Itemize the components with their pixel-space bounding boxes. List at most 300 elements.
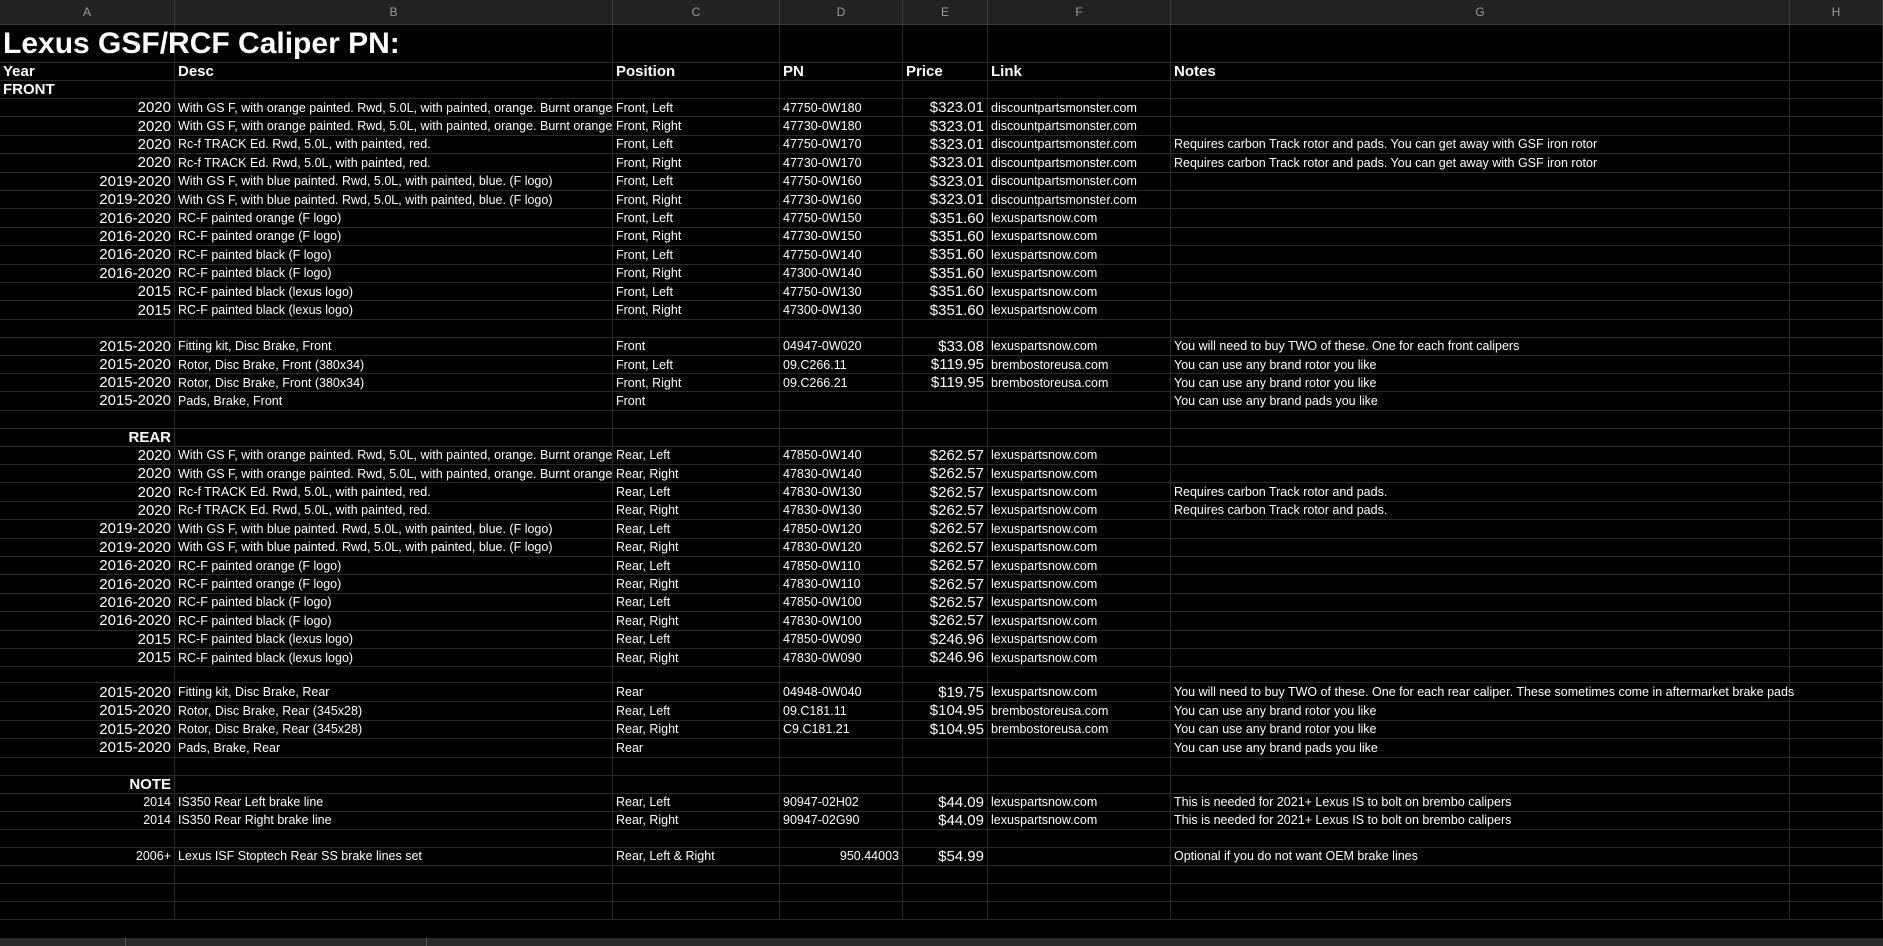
empty-cell[interactable] <box>780 830 903 848</box>
cell-position[interactable]: Front, Left <box>613 99 780 117</box>
column-header-f[interactable]: F <box>988 0 1171 24</box>
cell-link[interactable]: lexuspartsnow.com <box>988 557 1171 575</box>
empty-cell[interactable] <box>175 411 613 429</box>
empty-cell[interactable] <box>1790 338 1883 356</box>
empty-cell[interactable] <box>1790 502 1883 520</box>
column-header-g[interactable]: G <box>1171 0 1790 24</box>
cell-position[interactable]: Front, Right <box>613 374 780 392</box>
cell-notes[interactable] <box>1171 557 1790 575</box>
cell-desc[interactable]: With GS F, with orange painted. Rwd, 5.0L, with painted, orange. Burnt orange <box>175 447 613 465</box>
empty-cell[interactable] <box>1790 228 1883 246</box>
empty-cell[interactable] <box>1790 884 1883 902</box>
cell-pn[interactable]: 47830-0W090 <box>780 649 903 667</box>
cell-price[interactable]: $104.95 <box>903 721 988 740</box>
cell-position[interactable]: Rear, Right <box>613 539 780 557</box>
cell-link[interactable]: lexuspartsnow.com <box>988 228 1171 246</box>
empty-cell[interactable] <box>1790 301 1883 319</box>
cell-price[interactable]: $44.09 <box>903 812 988 830</box>
cell-position[interactable]: Rear, Left <box>613 794 780 812</box>
cell-notes[interactable]: You will need to buy TWO of these. One for each rear caliper. These sometimes come in aftermarket brake pads <box>1171 683 1790 702</box>
empty-cell[interactable] <box>1171 25 1790 63</box>
empty-cell[interactable] <box>1171 667 1790 683</box>
cell-year[interactable]: 2015 <box>0 649 175 667</box>
empty-cell[interactable] <box>0 667 175 683</box>
cell-link[interactable]: lexuspartsnow.com <box>988 612 1171 630</box>
cell-year[interactable]: 2015 <box>0 301 175 319</box>
section-label-cell[interactable]: FRONT <box>0 81 175 99</box>
empty-cell[interactable] <box>175 81 613 99</box>
cell-price[interactable]: $262.57 <box>903 465 988 483</box>
empty-cell[interactable] <box>613 411 780 429</box>
empty-cell[interactable] <box>903 830 988 848</box>
cell-position[interactable]: Rear <box>613 739 780 758</box>
section-label-cell[interactable]: NOTE <box>0 776 175 794</box>
cell-notes[interactable] <box>1171 191 1790 209</box>
cell-pn[interactable]: 47300-0W130 <box>780 301 903 319</box>
cell-year[interactable]: 2015 <box>0 631 175 649</box>
cell-pn[interactable]: 47830-0W100 <box>780 612 903 630</box>
cell-link[interactable]: discountpartsmonster.com <box>988 173 1171 191</box>
empty-cell[interactable] <box>613 320 780 338</box>
cell-pn[interactable]: 47850-0W120 <box>780 520 903 538</box>
cell-link[interactable]: lexuspartsnow.com <box>988 265 1171 283</box>
cell-year[interactable]: 2016-2020 <box>0 557 175 575</box>
cell-notes[interactable]: Requires carbon Track rotor and pads. <box>1171 483 1790 501</box>
cell-desc[interactable]: RC-F painted black (lexus logo) <box>175 283 613 301</box>
column-header-a[interactable]: A <box>0 0 175 24</box>
cell-pn[interactable]: 47750-0W130 <box>780 283 903 301</box>
empty-cell[interactable] <box>175 866 613 884</box>
column-header-h[interactable]: H <box>1790 0 1883 24</box>
cell-price[interactable]: $323.01 <box>903 191 988 209</box>
cell-price[interactable]: $44.09 <box>903 794 988 812</box>
cell-pn[interactable]: 09.C266.21 <box>780 374 903 392</box>
cell-price[interactable]: $119.95 <box>903 374 988 392</box>
empty-cell[interactable] <box>0 758 175 776</box>
empty-cell[interactable] <box>1790 794 1883 812</box>
cell-year[interactable]: 2016-2020 <box>0 246 175 264</box>
cell-link[interactable]: discountpartsmonster.com <box>988 99 1171 117</box>
cell-position[interactable]: Front, Left <box>613 209 780 227</box>
empty-cell[interactable] <box>988 776 1171 794</box>
empty-cell[interactable] <box>988 25 1171 63</box>
cell-price[interactable]: $323.01 <box>903 99 988 117</box>
cell-desc[interactable]: RC-F painted black (lexus logo) <box>175 649 613 667</box>
cell-link[interactable]: brembostoreusa.com <box>988 702 1171 721</box>
cell-year[interactable]: 2015 <box>0 283 175 301</box>
cell-pn[interactable]: 47850-0W140 <box>780 447 903 465</box>
empty-cell[interactable] <box>988 320 1171 338</box>
cell-notes[interactable] <box>1171 117 1790 135</box>
cell-pn[interactable] <box>780 392 903 410</box>
cell-year[interactable]: 2015-2020 <box>0 683 175 702</box>
cell-notes[interactable]: You can use any brand pads you like <box>1171 739 1790 758</box>
cell-desc[interactable]: Rotor, Disc Brake, Rear (345x28) <box>175 702 613 721</box>
cell-desc[interactable]: Rotor, Disc Brake, Front (380x34) <box>175 374 613 392</box>
empty-cell[interactable] <box>1790 739 1883 758</box>
empty-cell[interactable] <box>780 81 903 99</box>
cell-link[interactable]: discountpartsmonster.com <box>988 154 1171 172</box>
empty-cell[interactable] <box>1171 81 1790 99</box>
empty-cell[interactable] <box>903 320 988 338</box>
cell-desc[interactable]: RC-F painted black (F logo) <box>175 612 613 630</box>
empty-cell[interactable] <box>175 758 613 776</box>
cell-pn[interactable]: 950.44003 <box>780 848 903 866</box>
cell-link[interactable]: lexuspartsnow.com <box>988 447 1171 465</box>
empty-cell[interactable] <box>988 429 1171 447</box>
empty-cell[interactable] <box>1790 830 1883 848</box>
cell-position[interactable]: Front, Left <box>613 283 780 301</box>
cell-link[interactable] <box>988 392 1171 410</box>
cell-price[interactable]: $262.57 <box>903 447 988 465</box>
cell-desc[interactable]: Fitting kit, Disc Brake, Front <box>175 338 613 356</box>
cell-notes[interactable] <box>1171 246 1790 264</box>
cell-desc[interactable]: Rotor, Disc Brake, Front (380x34) <box>175 356 613 374</box>
empty-cell[interactable] <box>988 902 1171 920</box>
cell-link[interactable]: discountpartsmonster.com <box>988 136 1171 154</box>
empty-cell[interactable] <box>1790 483 1883 501</box>
cell-link[interactable]: lexuspartsnow.com <box>988 794 1171 812</box>
cell-year[interactable]: 2020 <box>0 502 175 520</box>
cell-notes[interactable] <box>1171 283 1790 301</box>
cell-price[interactable]: $323.01 <box>903 136 988 154</box>
cell-position[interactable]: Rear, Left <box>613 594 780 612</box>
empty-cell[interactable] <box>1790 356 1883 374</box>
cell-price[interactable]: $54.99 <box>903 848 988 866</box>
empty-cell[interactable] <box>988 667 1171 683</box>
empty-cell[interactable] <box>1790 631 1883 649</box>
empty-cell[interactable] <box>1790 283 1883 301</box>
cell-position[interactable]: Rear, Left <box>613 483 780 501</box>
cell-pn[interactable]: 47850-0W100 <box>780 594 903 612</box>
column-header-d[interactable]: D <box>780 0 903 24</box>
cell-link[interactable]: lexuspartsnow.com <box>988 338 1171 356</box>
cell-year[interactable]: 2016-2020 <box>0 228 175 246</box>
cell-notes[interactable] <box>1171 228 1790 246</box>
cell-pn[interactable]: 47730-0W180 <box>780 117 903 135</box>
cell-notes[interactable] <box>1171 301 1790 319</box>
cell-position[interactable]: Rear, Right <box>613 612 780 630</box>
cell-position[interactable]: Rear, Left <box>613 447 780 465</box>
empty-cell[interactable] <box>988 81 1171 99</box>
empty-cell[interactable] <box>903 667 988 683</box>
cell-pn[interactable]: 47730-0W170 <box>780 154 903 172</box>
cell-year[interactable]: 2014 <box>0 812 175 830</box>
cell-desc[interactable]: Lexus ISF Stoptech Rear SS brake lines set <box>175 848 613 866</box>
empty-cell[interactable] <box>1790 667 1883 683</box>
empty-cell[interactable] <box>780 884 903 902</box>
cell-price[interactable]: $262.57 <box>903 557 988 575</box>
empty-cell[interactable] <box>1790 683 1883 702</box>
cell-price[interactable] <box>903 392 988 410</box>
cell-price[interactable]: $323.01 <box>903 117 988 135</box>
cell-pn[interactable]: 09.C181.11 <box>780 702 903 721</box>
cell-price[interactable]: $323.01 <box>903 154 988 172</box>
empty-cell[interactable] <box>613 902 780 920</box>
cell-pn[interactable]: 47750-0W160 <box>780 173 903 191</box>
cell-pn[interactable]: 04947-0W020 <box>780 338 903 356</box>
empty-cell[interactable] <box>1790 392 1883 410</box>
empty-cell[interactable] <box>780 411 903 429</box>
cell-pn[interactable]: 47850-0W110 <box>780 557 903 575</box>
column-header-e[interactable]: E <box>903 0 988 24</box>
cell-year[interactable]: 2020 <box>0 117 175 135</box>
cell-desc[interactable]: RC-F painted black (F logo) <box>175 246 613 264</box>
cell-year[interactable]: 2016-2020 <box>0 575 175 593</box>
cell-year[interactable]: 2020 <box>0 154 175 172</box>
cell-year[interactable]: 2020 <box>0 447 175 465</box>
cell-price[interactable]: $351.60 <box>903 301 988 319</box>
empty-cell[interactable] <box>1790 758 1883 776</box>
empty-cell[interactable] <box>0 411 175 429</box>
cell-notes[interactable] <box>1171 209 1790 227</box>
cell-year[interactable]: 2020 <box>0 136 175 154</box>
section-label-cell[interactable]: REAR <box>0 429 175 447</box>
cell-desc[interactable]: Rc-f TRACK Ed. Rwd, 5.0L, with painted, red. <box>175 136 613 154</box>
cell-year[interactable]: 2016-2020 <box>0 612 175 630</box>
cell-link[interactable]: lexuspartsnow.com <box>988 483 1171 501</box>
empty-cell[interactable] <box>988 411 1171 429</box>
empty-cell[interactable] <box>1790 649 1883 667</box>
cell-pn[interactable]: 47750-0W140 <box>780 246 903 264</box>
cell-year[interactable]: 2014 <box>0 794 175 812</box>
cell-year[interactable]: 2015-2020 <box>0 739 175 758</box>
cell-position[interactable]: Rear, Left <box>613 631 780 649</box>
cell-price[interactable]: $262.57 <box>903 612 988 630</box>
empty-cell[interactable] <box>1790 812 1883 830</box>
empty-cell[interactable] <box>1790 594 1883 612</box>
empty-cell[interactable] <box>1790 575 1883 593</box>
empty-cell[interactable] <box>988 884 1171 902</box>
cell-link[interactable]: lexuspartsnow.com <box>988 520 1171 538</box>
header-cell-desc[interactable]: Desc <box>175 63 613 81</box>
empty-cell[interactable] <box>780 902 903 920</box>
cell-position[interactable]: Rear, Right <box>613 812 780 830</box>
cell-link[interactable]: lexuspartsnow.com <box>988 539 1171 557</box>
empty-cell[interactable] <box>1790 154 1883 172</box>
cell-link[interactable]: lexuspartsnow.com <box>988 649 1171 667</box>
empty-cell[interactable] <box>0 902 175 920</box>
empty-cell[interactable] <box>175 776 613 794</box>
cell-link[interactable]: lexuspartsnow.com <box>988 683 1171 702</box>
header-cell-price[interactable]: Price <box>903 63 988 81</box>
cell-price[interactable]: $262.57 <box>903 594 988 612</box>
cell-notes[interactable]: You can use any brand rotor you like <box>1171 356 1790 374</box>
cell-year[interactable]: 2016-2020 <box>0 265 175 283</box>
cell-price[interactable]: $262.57 <box>903 483 988 501</box>
cell-desc[interactable]: With GS F, with orange painted. Rwd, 5.0L, with painted, orange. Burnt orange <box>175 465 613 483</box>
cell-price[interactable]: $262.57 <box>903 575 988 593</box>
cell-year[interactable]: 2016-2020 <box>0 594 175 612</box>
cell-desc[interactable]: RC-F painted black (F logo) <box>175 265 613 283</box>
cell-notes[interactable] <box>1171 594 1790 612</box>
cell-desc[interactable]: Fitting kit, Disc Brake, Rear <box>175 683 613 702</box>
empty-cell[interactable] <box>780 866 903 884</box>
empty-cell[interactable] <box>613 776 780 794</box>
cell-position[interactable]: Rear, Left <box>613 702 780 721</box>
cell-notes[interactable]: Requires carbon Track rotor and pads. You can get away with GSF iron rotor <box>1171 136 1790 154</box>
cell-year[interactable]: 2020 <box>0 465 175 483</box>
cell-pn[interactable]: 47830-0W110 <box>780 575 903 593</box>
empty-cell[interactable] <box>1790 866 1883 884</box>
cell-desc[interactable]: With GS F, with orange painted. Rwd, 5.0L, with painted, orange. Burnt orange <box>175 117 613 135</box>
empty-cell[interactable] <box>1171 411 1790 429</box>
cell-desc[interactable]: Pads, Brake, Rear <box>175 739 613 758</box>
cell-link[interactable]: lexuspartsnow.com <box>988 812 1171 830</box>
cell-year[interactable]: 2015-2020 <box>0 338 175 356</box>
empty-cell[interactable] <box>175 902 613 920</box>
cell-notes[interactable] <box>1171 173 1790 191</box>
cell-position[interactable]: Front, Right <box>613 301 780 319</box>
cell-price[interactable]: $262.57 <box>903 539 988 557</box>
cell-pn[interactable]: 47830-0W120 <box>780 539 903 557</box>
cell-price[interactable]: $351.60 <box>903 265 988 283</box>
empty-cell[interactable] <box>1790 81 1883 99</box>
column-header-c[interactable]: C <box>613 0 780 24</box>
empty-cell[interactable] <box>1171 866 1790 884</box>
cell-link[interactable]: lexuspartsnow.com <box>988 209 1171 227</box>
cell-pn[interactable]: 90947-02G90 <box>780 812 903 830</box>
cell-link[interactable]: lexuspartsnow.com <box>988 283 1171 301</box>
empty-cell[interactable] <box>903 866 988 884</box>
cell-year[interactable]: 2015-2020 <box>0 392 175 410</box>
cell-desc[interactable]: RC-F painted orange (F logo) <box>175 228 613 246</box>
cell-notes[interactable]: This is needed for 2021+ Lexus IS to bolt on brembo calipers <box>1171 812 1790 830</box>
empty-cell[interactable] <box>175 884 613 902</box>
empty-cell[interactable] <box>1790 721 1883 740</box>
cell-year[interactable]: 2015-2020 <box>0 702 175 721</box>
empty-cell[interactable] <box>1790 63 1883 81</box>
empty-cell[interactable] <box>1790 902 1883 920</box>
cell-notes[interactable] <box>1171 575 1790 593</box>
cell-year[interactable]: 2016-2020 <box>0 209 175 227</box>
empty-cell[interactable] <box>780 776 903 794</box>
sheet-title-cell[interactable]: Lexus GSF/RCF Caliper PN: <box>0 25 175 63</box>
empty-cell[interactable] <box>1790 447 1883 465</box>
cell-pn[interactable]: 47830-0W140 <box>780 465 903 483</box>
cell-link[interactable]: lexuspartsnow.com <box>988 631 1171 649</box>
cell-notes[interactable]: You can use any brand pads you like <box>1171 392 1790 410</box>
cell-notes[interactable]: You will need to buy TWO of these. One for each front calipers <box>1171 338 1790 356</box>
empty-cell[interactable] <box>988 758 1171 776</box>
empty-cell[interactable] <box>0 320 175 338</box>
cell-notes[interactable] <box>1171 649 1790 667</box>
empty-cell[interactable] <box>1790 612 1883 630</box>
column-header-b[interactable]: B <box>175 0 613 24</box>
empty-cell[interactable] <box>0 866 175 884</box>
cell-desc[interactable]: RC-F painted orange (F logo) <box>175 575 613 593</box>
empty-cell[interactable] <box>175 667 613 683</box>
cell-pn[interactable]: 04948-0W040 <box>780 683 903 702</box>
header-cell-link[interactable]: Link <box>988 63 1171 81</box>
empty-cell[interactable] <box>903 25 988 63</box>
empty-cell[interactable] <box>1790 411 1883 429</box>
sheet-tab[interactable] <box>0 938 126 946</box>
header-cell-pn[interactable]: PN <box>780 63 903 81</box>
cell-link[interactable]: lexuspartsnow.com <box>988 502 1171 520</box>
cell-pn[interactable]: 47850-0W090 <box>780 631 903 649</box>
empty-cell[interactable] <box>613 25 780 63</box>
empty-cell[interactable] <box>1790 265 1883 283</box>
cell-pn[interactable]: 47750-0W180 <box>780 99 903 117</box>
empty-cell[interactable] <box>1790 702 1883 721</box>
cell-desc[interactable]: Pads, Brake, Front <box>175 392 613 410</box>
empty-cell[interactable] <box>175 429 613 447</box>
empty-cell[interactable] <box>1790 374 1883 392</box>
cell-position[interactable]: Rear <box>613 683 780 702</box>
cell-desc[interactable]: Rc-f TRACK Ed. Rwd, 5.0L, with painted, red. <box>175 483 613 501</box>
cell-price[interactable]: $262.57 <box>903 502 988 520</box>
cell-price[interactable]: $351.60 <box>903 228 988 246</box>
cell-pn[interactable]: 47830-0W130 <box>780 502 903 520</box>
cell-position[interactable]: Front <box>613 392 780 410</box>
empty-cell[interactable] <box>1171 830 1790 848</box>
empty-cell[interactable] <box>0 884 175 902</box>
cell-position[interactable]: Front, Left <box>613 246 780 264</box>
cell-link[interactable]: discountpartsmonster.com <box>988 117 1171 135</box>
cell-notes[interactable]: This is needed for 2021+ Lexus IS to bolt on brembo calipers <box>1171 794 1790 812</box>
cell-pn[interactable]: 47300-0W140 <box>780 265 903 283</box>
empty-cell[interactable] <box>613 884 780 902</box>
cell-notes[interactable] <box>1171 539 1790 557</box>
empty-cell[interactable] <box>1171 776 1790 794</box>
cell-price[interactable]: $19.75 <box>903 683 988 702</box>
empty-cell[interactable] <box>0 830 175 848</box>
empty-cell[interactable] <box>1790 209 1883 227</box>
empty-cell[interactable] <box>1171 429 1790 447</box>
cell-pn[interactable]: 47730-0W150 <box>780 228 903 246</box>
cell-year[interactable]: 2019-2020 <box>0 520 175 538</box>
cell-price[interactable]: $351.60 <box>903 283 988 301</box>
empty-cell[interactable] <box>780 320 903 338</box>
cell-desc[interactable]: With GS F, with blue painted. Rwd, 5.0L, with painted, blue. (F logo) <box>175 539 613 557</box>
cell-position[interactable]: Front <box>613 338 780 356</box>
empty-cell[interactable] <box>903 776 988 794</box>
cell-price[interactable]: $119.95 <box>903 356 988 374</box>
empty-cell[interactable] <box>1171 902 1790 920</box>
empty-cell[interactable] <box>175 320 613 338</box>
empty-cell[interactable] <box>1790 191 1883 209</box>
cell-notes[interactable]: Requires carbon Track rotor and pads. You can get away with GSF iron rotor <box>1171 154 1790 172</box>
empty-cell[interactable] <box>613 758 780 776</box>
empty-cell[interactable] <box>1790 465 1883 483</box>
cell-pn[interactable]: 09.C266.11 <box>780 356 903 374</box>
empty-cell[interactable] <box>780 758 903 776</box>
empty-cell[interactable] <box>1790 429 1883 447</box>
cell-desc[interactable]: RC-F painted black (F logo) <box>175 594 613 612</box>
cell-position[interactable]: Front, Right <box>613 228 780 246</box>
cell-pn[interactable]: 47830-0W130 <box>780 483 903 501</box>
cell-notes[interactable] <box>1171 265 1790 283</box>
cell-pn[interactable]: 47750-0W150 <box>780 209 903 227</box>
cell-desc[interactable]: RC-F painted orange (F logo) <box>175 209 613 227</box>
cell-link[interactable]: lexuspartsnow.com <box>988 465 1171 483</box>
cell-desc[interactable]: Rc-f TRACK Ed. Rwd, 5.0L, with painted, red. <box>175 502 613 520</box>
cell-pn[interactable] <box>780 739 903 758</box>
cell-price[interactable]: $246.96 <box>903 631 988 649</box>
cell-desc[interactable]: Rc-f TRACK Ed. Rwd, 5.0L, with painted, red. <box>175 154 613 172</box>
cell-position[interactable]: Rear, Right <box>613 502 780 520</box>
cell-desc[interactable]: With GS F, with orange painted. Rwd, 5.0L, with painted, orange. Burnt orange <box>175 99 613 117</box>
empty-cell[interactable] <box>1790 99 1883 117</box>
empty-cell[interactable] <box>903 884 988 902</box>
cell-position[interactable]: Rear, Left & Right <box>613 848 780 866</box>
cell-position[interactable]: Front, Left <box>613 173 780 191</box>
empty-cell[interactable] <box>1790 320 1883 338</box>
cell-pn[interactable]: C9.C181.21 <box>780 721 903 740</box>
empty-cell[interactable] <box>780 667 903 683</box>
cell-notes[interactable]: You can use any brand rotor you like <box>1171 374 1790 392</box>
